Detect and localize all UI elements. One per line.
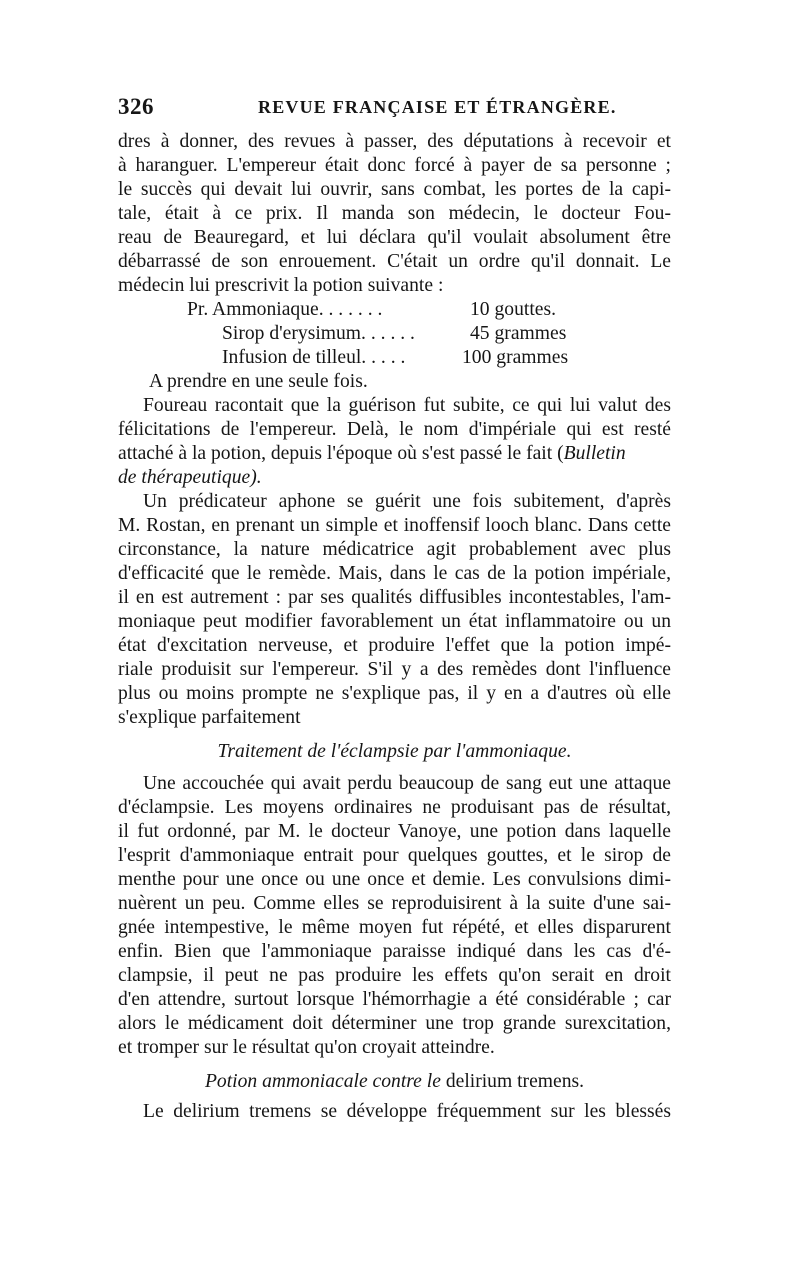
text-line bbox=[118, 442, 671, 466]
text-line: alors le médicament doit déterminer une trop grande surexcitation, bbox=[118, 1013, 671, 1034]
text-line: plus ou moins prompte ne s'explique pas, il y en a d'autres où elle bbox=[118, 683, 671, 704]
text-line: dres à donner, des revues à passer, des députations à recevoir et bbox=[118, 131, 671, 152]
running-title: REVUE FRANÇAISE ET ÉTRANGÈRE. bbox=[258, 97, 617, 117]
formula-ingredient: Infusion de tilleul. . . . . bbox=[222, 347, 406, 368]
text-line: d'éclampsie. Les moyens ordinaires ne produisant pas de résultat, bbox=[118, 797, 671, 818]
heading-roman-part: delirium tremens. bbox=[445, 1071, 585, 1092]
text-line: de thérapeutique). bbox=[118, 467, 262, 488]
text-line: état d'excitation nerveuse, et produire l'effet que la potion impé- bbox=[118, 635, 671, 656]
formula-note: A prendre en une seule fois. bbox=[149, 371, 368, 392]
text-line: il fut ordonné, par M. le docteur Vanoye, une potion dans laquelle bbox=[118, 821, 671, 842]
heading-italic-part: Potion ammoniacale contre le bbox=[204, 1071, 441, 1092]
italic-citation: Bulletin bbox=[563, 443, 626, 464]
page-number: 326 bbox=[118, 94, 154, 119]
text-line: tale, était à ce prix. Il manda son médecin, le docteur Fou- bbox=[118, 203, 671, 224]
text-line: d'en attendre, surtout lorsque l'hémorrhagie a été considérable ; car bbox=[118, 989, 671, 1010]
text-line: clampsie, il peut ne pas produire les effets qu'on serait en droit bbox=[118, 965, 671, 986]
text-line: et tromper sur le résultat qu'on croyait atteindre. bbox=[118, 1037, 495, 1058]
section-heading: Traitement de l'éclampsie par l'ammoniaque. bbox=[217, 741, 572, 762]
text-segment: attaché à la potion, depuis l'époque où s'est passé le fait ( bbox=[118, 443, 564, 464]
text-line: d'efficacité que le remède. Mais, dans le cas de la potion impériale, bbox=[118, 563, 671, 584]
text-line: Un prédicateur aphone se guérit une fois subitement, d'après bbox=[143, 491, 671, 512]
text-line: médecin lui prescrivit la potion suivante : bbox=[118, 275, 444, 296]
text-line: Une accouchée qui avait perdu beaucoup de sang eut une attaque bbox=[143, 773, 671, 794]
formula-ingredient: Pr. Ammoniaque. . . . . . . bbox=[187, 299, 383, 320]
running-header bbox=[118, 94, 673, 124]
text-line: l'esprit d'ammoniaque entrait pour quelques gouttes, et le sirop de bbox=[118, 845, 671, 866]
text-line: Le delirium tremens se développe fréquemment sur les blessés bbox=[143, 1101, 671, 1122]
text-line: reau de Beauregard, et lui déclara qu'il voulait absolument être bbox=[118, 227, 671, 248]
formula-quantity: 10 gouttes. bbox=[470, 299, 556, 320]
formula-quantity: 45 grammes bbox=[470, 323, 567, 344]
text-line: menthe pour une once ou une once et demie. Les convulsions dimi- bbox=[118, 869, 671, 890]
text-line: M. Rostan, en prenant un simple et inoffensif looch blanc. Dans cette bbox=[118, 515, 671, 536]
text-line: circonstance, la nature médicatrice agit probablement avec plus bbox=[118, 539, 671, 560]
text-line: moniaque peut modifier favorablement un état inflammatoire ou un bbox=[118, 611, 671, 632]
text-line: s'explique parfaitement bbox=[118, 707, 301, 728]
text-line: enfin. Bien que l'ammoniaque paraisse indiqué dans les cas d'é- bbox=[118, 941, 671, 962]
text-line: il en est autrement : par ses qualités diffusibles incontestables, l'am- bbox=[118, 587, 671, 608]
text-line: à haranguer. L'empereur était donc forcé à payer de sa personne ; bbox=[118, 155, 671, 176]
text-line: le succès qui devait lui ouvrir, sans combat, les portes de la capi- bbox=[118, 179, 671, 200]
text-line: Foureau racontait que la guérison fut subite, ce qui lui valut des bbox=[143, 395, 671, 416]
text-line: félicitations de l'empereur. Delà, le nom d'impériale qui est resté bbox=[118, 419, 671, 440]
text-line: riale produisit sur l'empereur. S'il y a des remèdes dont l'influence bbox=[118, 659, 671, 680]
section-heading bbox=[118, 1070, 671, 1094]
text-line: nuèrent un peu. Comme elles se reproduisirent à la suite d'une sai- bbox=[118, 893, 671, 914]
text-line: gnée intempestive, le même moyen fut répété, et elles disparurent bbox=[118, 917, 671, 938]
text-line: débarrassé de son enrouement. C'était un ordre qu'il donnait. Le bbox=[118, 251, 671, 272]
formula-ingredient: Sirop d'erysimum. . . . . . bbox=[222, 323, 415, 344]
formula-quantity: 100 grammes bbox=[462, 347, 569, 368]
